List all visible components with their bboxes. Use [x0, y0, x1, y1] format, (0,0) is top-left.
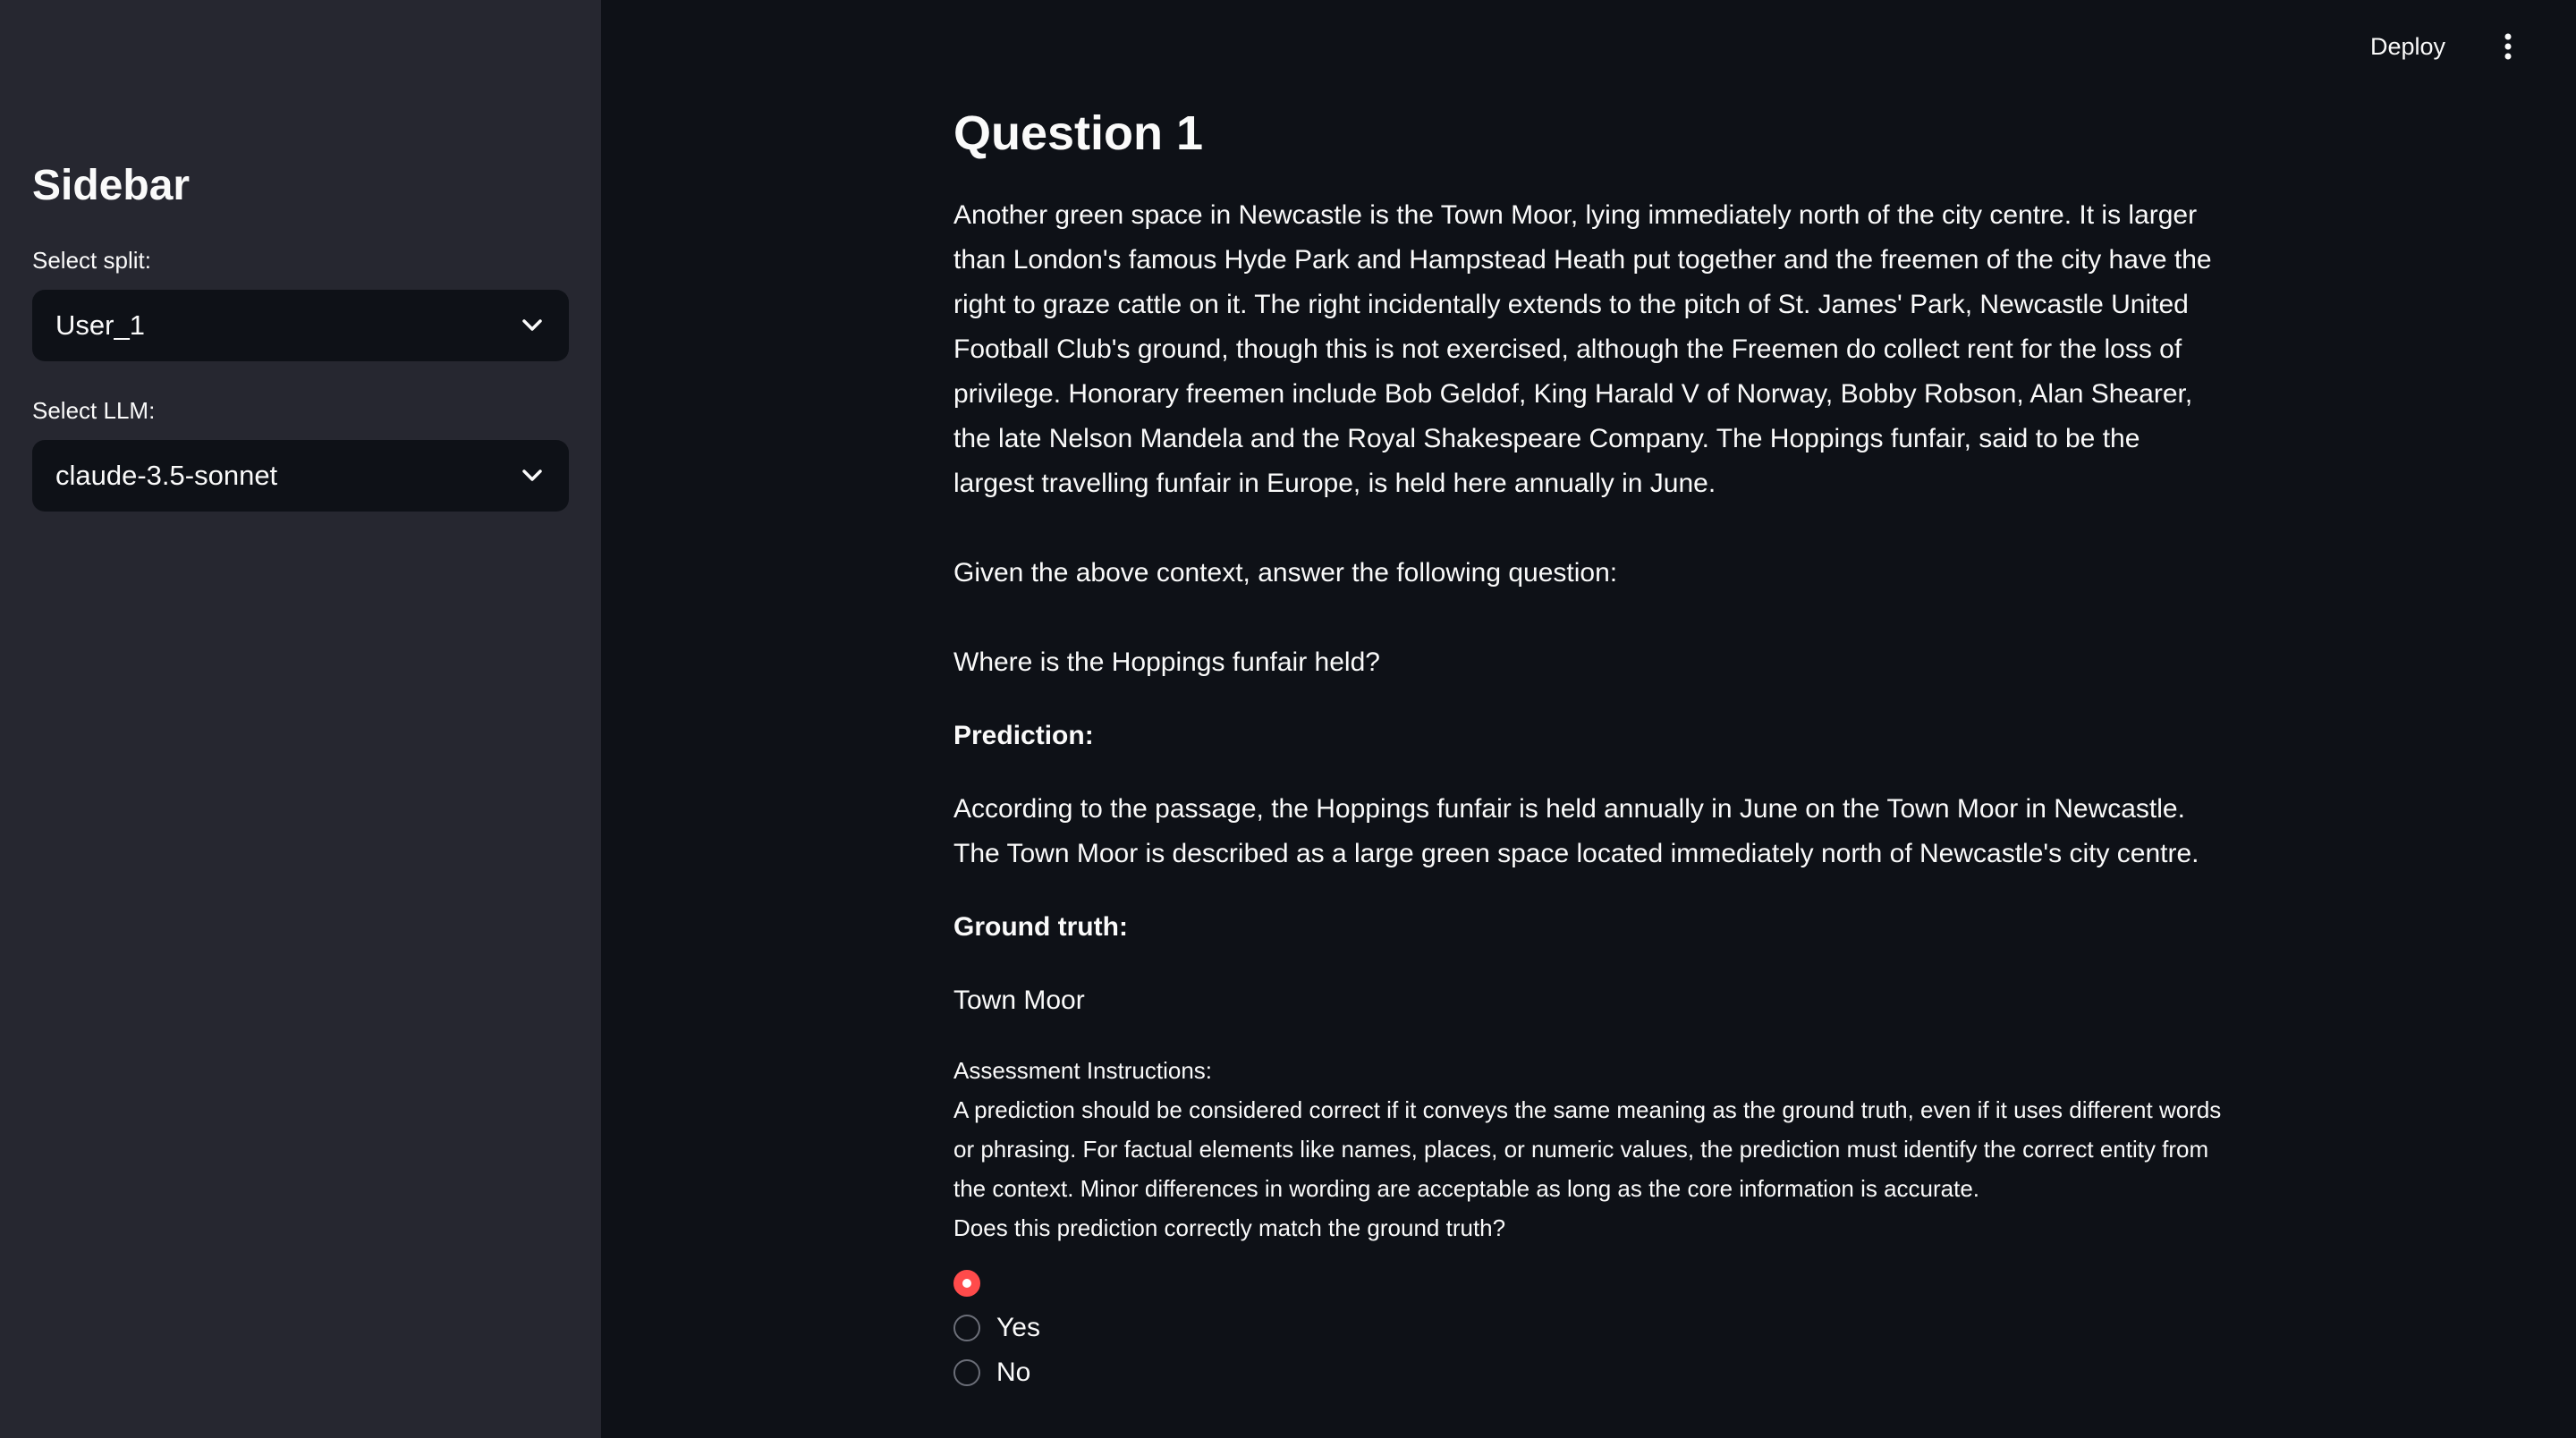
- split-select-label: Select split:: [32, 247, 151, 274]
- split-select-value: User_1: [55, 309, 145, 341]
- chevron-down-icon: [519, 462, 546, 489]
- split-select[interactable]: [32, 290, 569, 361]
- assessment-text: A prediction should be considered correct if it conveys the same meaning as the ground truth, even if it uses different words or phrasing. For factual elements like names, places, or numeric values, the prediction must identify the correct entity from the context. Minor differences in wording are acceptable as long as the core information is accurate.: [953, 1096, 2222, 1202]
- instruction-text: Given the above context, answer the following question:: [953, 558, 1618, 588]
- sidebar-title: Sidebar: [32, 162, 191, 209]
- radio-label-yes: Yes: [996, 1313, 1040, 1342]
- context-passage: Another green space in Newcastle is the Town Moor, lying immediately north of the city centre. It is larger than London's famous Hyde Park and Hampstead Heath put together and the freemen of the city have the right to graze cattle on it. The right incidentally extends to the pitch of St. James' Park, Newcastle United Football Club's ground, though this is not exercised, although the Freemen do collect rent for the loss of privilege. Honorary freemen include Bob Geldof, King Harald V of Norway, Bobby Robson, Alan Shearer, the late Nelson Mandela and the Royal Shakespeare Company. The Hoppings funfair, said to be the largest travelling funfair in Europe, is held here annually in June.: [953, 200, 2212, 498]
- question-text: Where is the Hoppings funfair held?: [953, 647, 1380, 677]
- radio-option-blank[interactable]: [953, 1261, 1040, 1306]
- radio-unselected-icon: [953, 1315, 980, 1341]
- chevron-down-icon: [519, 312, 546, 339]
- answer-radio-group: [953, 1261, 1040, 1395]
- prediction-heading: Prediction:: [953, 721, 1094, 750]
- ground-truth-heading: Ground truth:: [953, 912, 1128, 942]
- prediction-text: According to the passage, the Hoppings funfair is held annually in June on the Town Moor in Newcastle. The Town Moor is described as a large green space located immediately north of Newcastle's city centre.: [953, 794, 2199, 868]
- deploy-button[interactable]: Deploy: [2370, 33, 2446, 60]
- llm-select-label: Select LLM:: [32, 397, 156, 424]
- assessment-heading: Assessment Instructions:: [953, 1057, 1212, 1084]
- radio-unselected-icon: [953, 1359, 980, 1386]
- sidebar: [0, 0, 601, 1438]
- radio-option-yes[interactable]: [953, 1306, 1040, 1350]
- more-options-icon[interactable]: [2492, 30, 2524, 63]
- llm-select[interactable]: [32, 440, 569, 512]
- radio-label-no: No: [996, 1358, 1031, 1387]
- ground-truth-text: Town Moor: [953, 985, 1085, 1015]
- radio-option-no[interactable]: [953, 1350, 1040, 1395]
- assessment-question: Does this prediction correctly match the ground truth?: [953, 1214, 1506, 1241]
- radio-selected-icon: [953, 1270, 980, 1297]
- llm-select-value: claude-3.5-sonnet: [55, 460, 278, 491]
- page-title: Question 1: [953, 106, 1204, 160]
